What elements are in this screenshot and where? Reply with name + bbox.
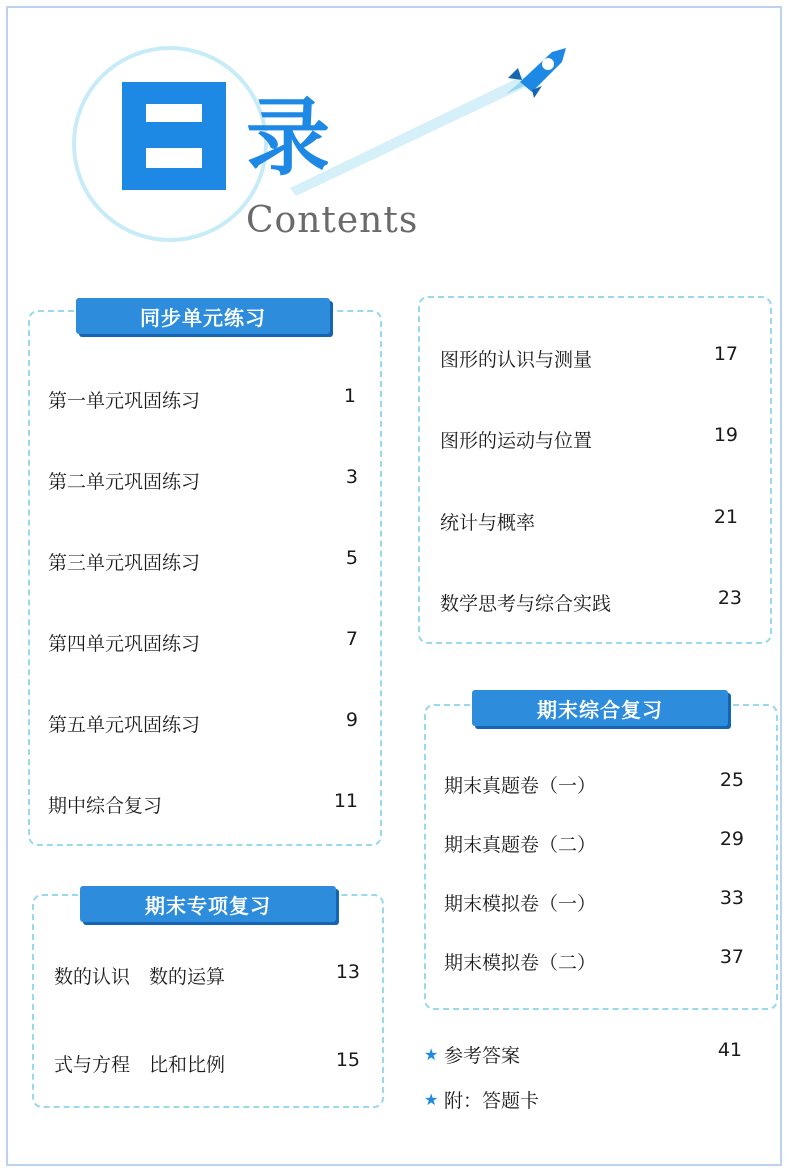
toc-item[interactable]: 统计与概率 xyxy=(440,512,536,534)
toc-page: 17 xyxy=(713,343,738,365)
title-char-mu xyxy=(122,82,226,190)
toc-page: 13 xyxy=(335,961,360,983)
toc-item[interactable]: 第四单元巩固练习 xyxy=(48,633,201,655)
toc-item[interactable]: 图形的认识与测量 xyxy=(440,349,593,371)
toc-item[interactable]: 期末真题卷（一） xyxy=(444,775,597,797)
star-icon: ★ xyxy=(424,1045,439,1064)
toc-item[interactable]: 第一单元巩固练习 xyxy=(48,390,201,412)
toc-page: 15 xyxy=(335,1049,360,1071)
rocket-icon xyxy=(500,42,570,98)
toc-item[interactable]: 第二单元巩固练习 xyxy=(48,471,201,493)
toc-page: 37 xyxy=(719,946,744,968)
toc-page: 7 xyxy=(345,628,358,650)
toc-page: 41 xyxy=(717,1039,742,1061)
toc-item[interactable]: 式与方程 比和比例 xyxy=(54,1054,226,1076)
star-icon: ★ xyxy=(424,1090,439,1109)
toc-page: 21 xyxy=(713,506,738,528)
toc-page: 25 xyxy=(719,769,744,791)
toc-page: 23 xyxy=(717,587,742,609)
toc-item[interactable]: 数学思考与综合实践 xyxy=(440,593,612,615)
title-char-lu: 录 xyxy=(246,89,331,187)
toc-item[interactable]: 期中综合复习 xyxy=(48,795,163,817)
toc-page: 5 xyxy=(345,547,358,569)
toc-item[interactable]: 期末模拟卷（一） xyxy=(444,893,597,915)
toc-page: 3 xyxy=(345,466,358,488)
toc-item-answer-sheet[interactable]: 附：答题卡 xyxy=(444,1090,540,1112)
toc-page: 11 xyxy=(333,790,358,812)
toc-page: 29 xyxy=(719,828,744,850)
toc-item-answers[interactable]: 参考答案 xyxy=(444,1045,521,1067)
toc-item[interactable]: 数的认识 数的运算 xyxy=(54,966,226,988)
section-final-special-title: 期末专项复习 xyxy=(80,886,336,922)
toc-item[interactable]: 期末真题卷（二） xyxy=(444,834,597,856)
toc-item[interactable]: 第三单元巩固练习 xyxy=(48,552,201,574)
toc-item[interactable]: 期末模拟卷（二） xyxy=(444,952,597,974)
toc-page: 33 xyxy=(719,887,744,909)
section-final-comprehensive-title: 期末综合复习 xyxy=(472,690,728,726)
toc-page: 1 xyxy=(343,385,356,407)
subtitle: Contents xyxy=(246,200,419,241)
toc-page: 9 xyxy=(345,709,358,731)
toc-item[interactable]: 第五单元巩固练习 xyxy=(48,714,201,736)
header xyxy=(0,0,790,260)
section-sync-units-title: 同步单元练习 xyxy=(76,298,330,334)
toc-page: 19 xyxy=(713,424,738,446)
toc-item[interactable]: 图形的运动与位置 xyxy=(440,430,593,452)
